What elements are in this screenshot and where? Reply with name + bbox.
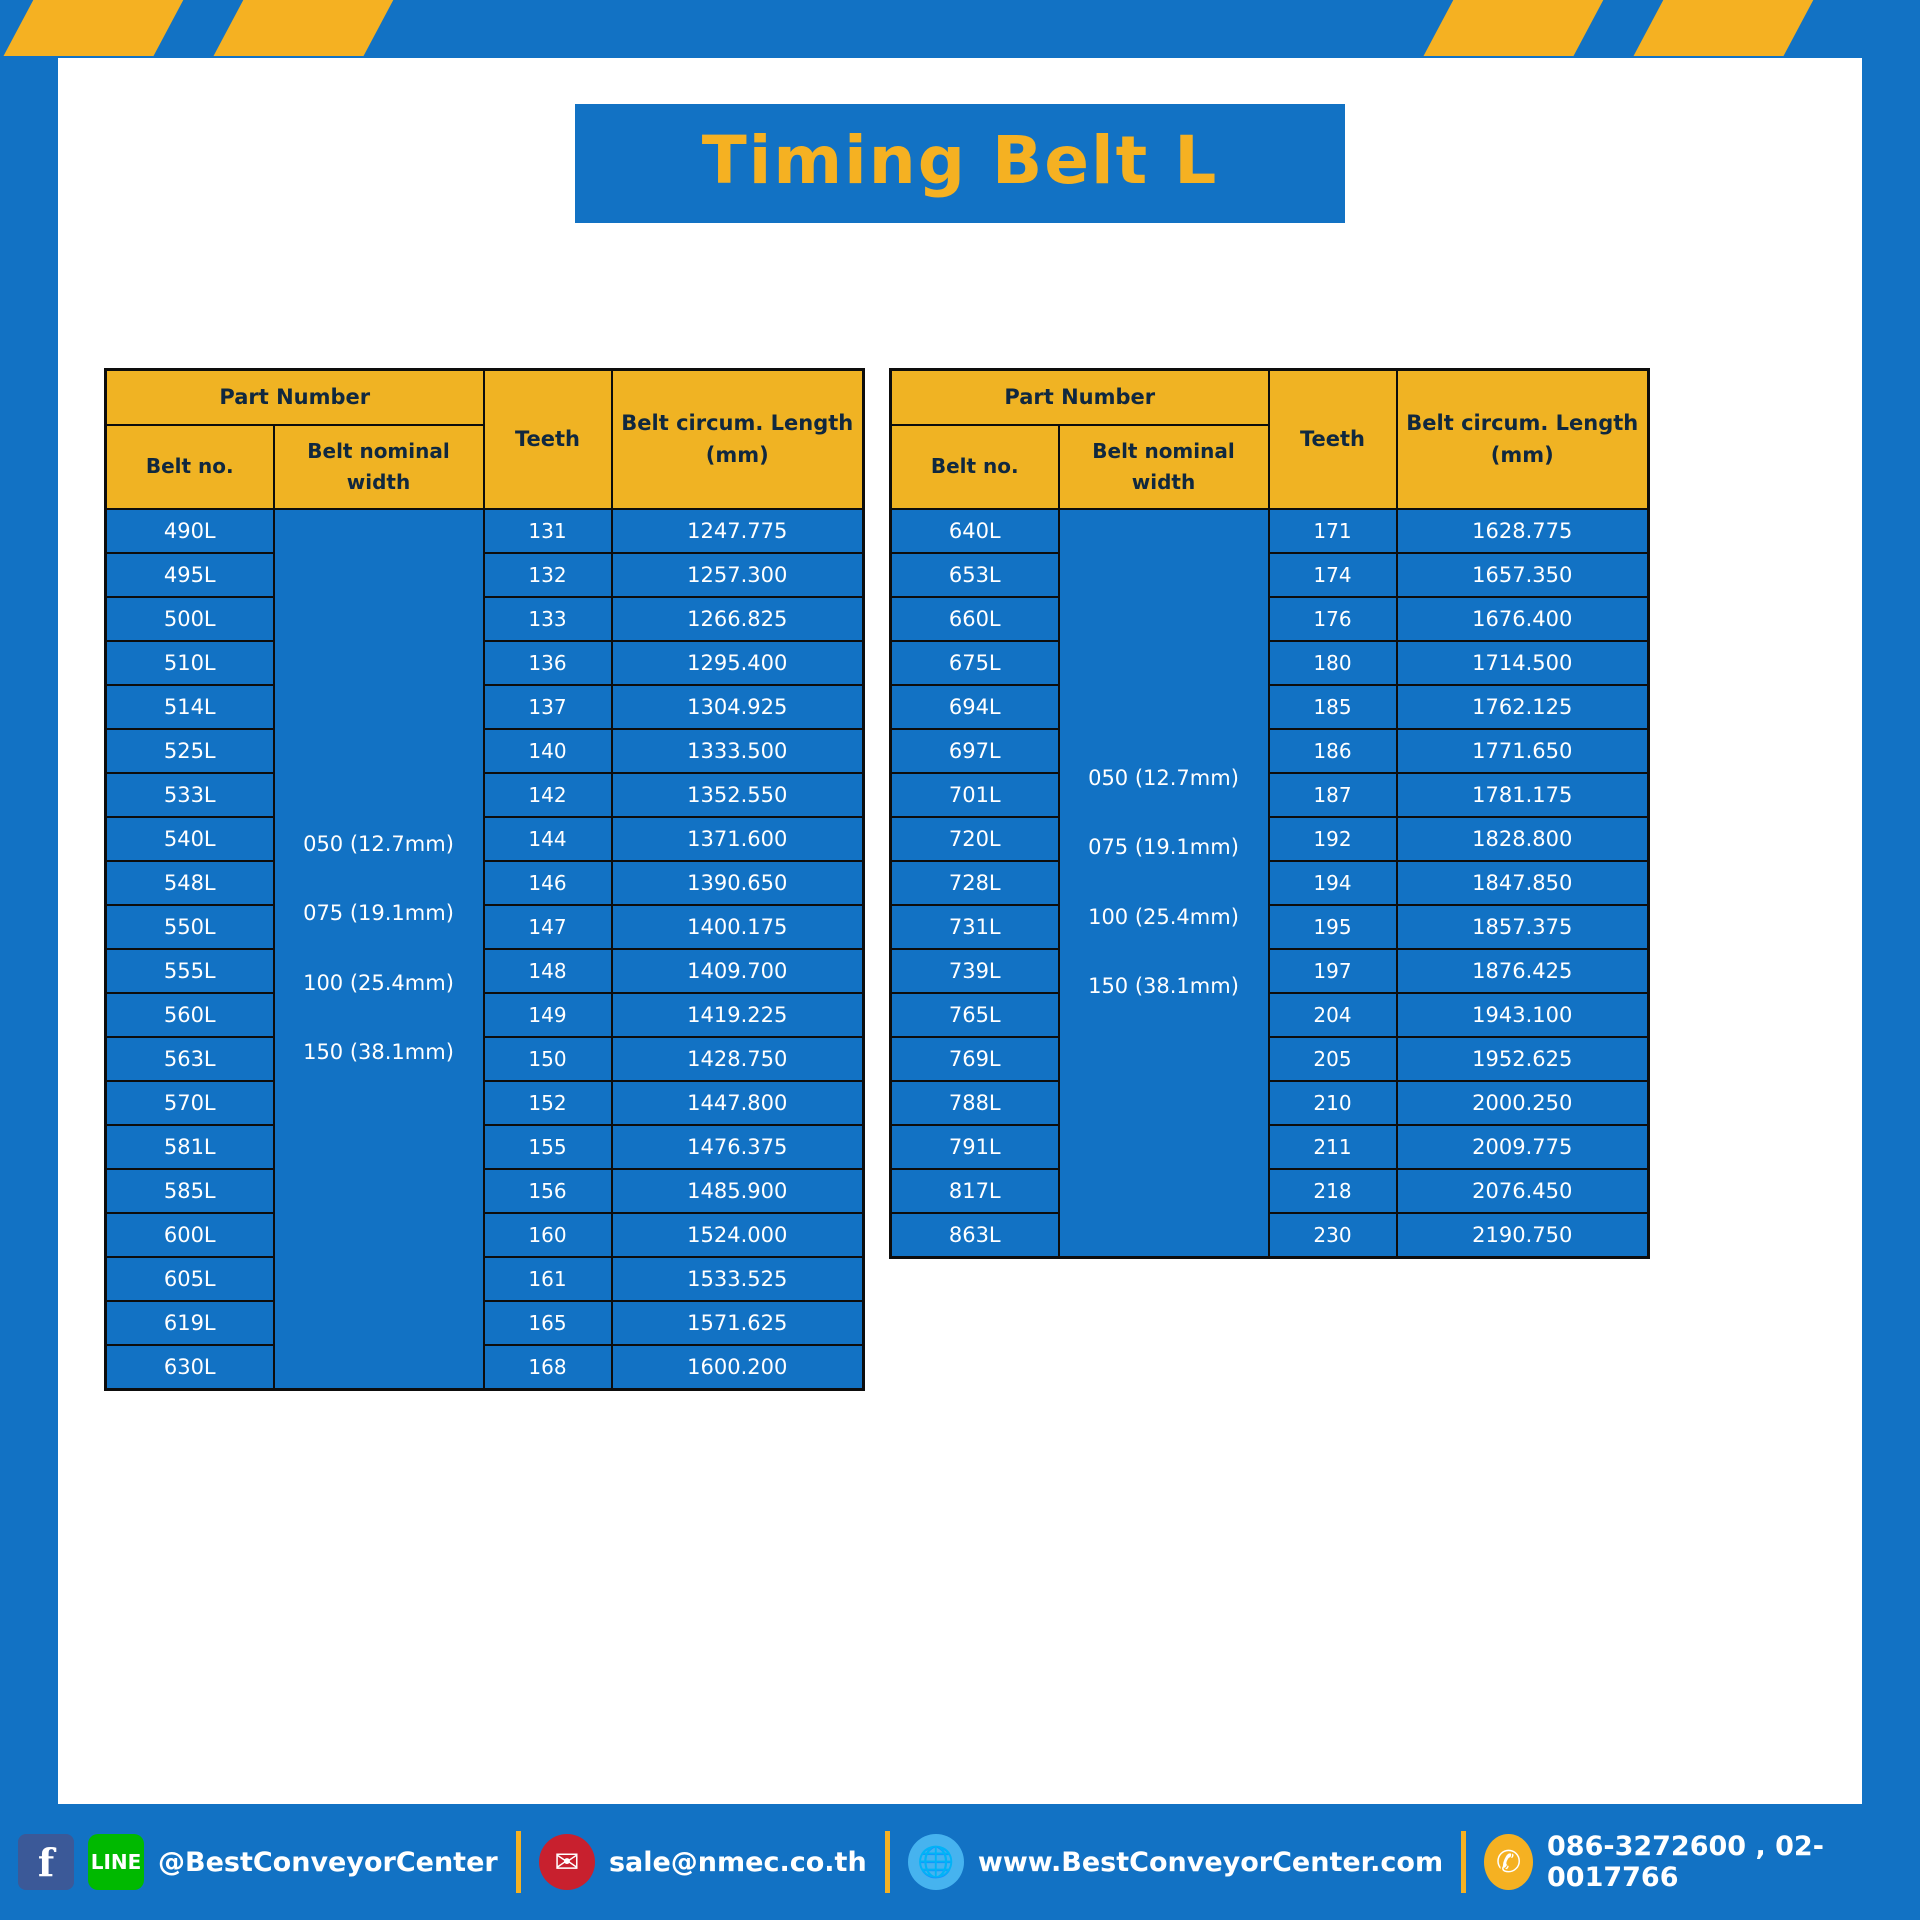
cell-length: 1333.500	[612, 729, 864, 773]
facebook-handle: @BestConveyorCenter	[158, 1846, 498, 1878]
cell-teeth: 185	[1269, 685, 1397, 729]
table-row	[891, 1081, 1649, 1125]
cell-belt-no: 500L	[106, 597, 274, 641]
table-row	[891, 1169, 1649, 1213]
cell-teeth: 150	[484, 1037, 612, 1081]
cell-length: 1352.550	[612, 773, 864, 817]
header-belt-circum-length: Belt circum. Length (mm)	[612, 370, 864, 509]
facebook-icon[interactable]: f	[18, 1834, 74, 1890]
header-part-number: Part Number	[106, 370, 484, 425]
cell-teeth: 211	[1269, 1125, 1397, 1169]
width-option: 075 (19.1mm)	[303, 901, 454, 926]
cell-belt-no: 675L	[891, 641, 1059, 685]
width-option: 100 (25.4mm)	[1088, 904, 1239, 929]
cell-length: 1628.775	[1397, 509, 1649, 553]
cell-length: 1400.175	[612, 905, 864, 949]
cell-teeth: 148	[484, 949, 612, 993]
cell-belt-no: 630L	[106, 1345, 274, 1390]
table-row	[106, 509, 864, 553]
cell-teeth: 165	[484, 1301, 612, 1345]
cell-teeth: 192	[1269, 817, 1397, 861]
table-row	[891, 553, 1649, 597]
cell-length: 1390.650	[612, 861, 864, 905]
table-row	[106, 553, 864, 597]
table-row	[106, 1125, 864, 1169]
cell-teeth: 205	[1269, 1037, 1397, 1081]
cell-belt-no: 490L	[106, 509, 274, 553]
cell-belt-no: 720L	[891, 817, 1059, 861]
cell-teeth: 132	[484, 553, 612, 597]
cell-belt-no: 540L	[106, 817, 274, 861]
cell-belt-no: 550L	[106, 905, 274, 949]
header-teeth: Teeth	[1269, 370, 1397, 509]
table-row	[106, 861, 864, 905]
line-icon[interactable]: LINE	[88, 1834, 144, 1890]
cell-belt-no: 563L	[106, 1037, 274, 1081]
table-row	[106, 597, 864, 641]
cell-teeth: 180	[1269, 641, 1397, 685]
table-row	[106, 729, 864, 773]
timing-belt-table-left	[104, 368, 865, 1391]
top-chevron-band	[0, 0, 1920, 56]
cell-length: 1371.600	[612, 817, 864, 861]
cell-belt-no: 765L	[891, 993, 1059, 1037]
table-left-body	[106, 509, 864, 1390]
cell-length: 1266.825	[612, 597, 864, 641]
cell-length: 1676.400	[1397, 597, 1649, 641]
cell-teeth: 230	[1269, 1213, 1397, 1258]
cell-length: 1533.525	[612, 1257, 864, 1301]
cell-belt-no: 788L	[891, 1081, 1059, 1125]
cell-teeth: 186	[1269, 729, 1397, 773]
cell-length: 1762.125	[1397, 685, 1649, 729]
table-row	[106, 817, 864, 861]
cell-teeth: 136	[484, 641, 612, 685]
timing-belt-table-right	[889, 368, 1650, 1259]
cell-belt-no: 660L	[891, 597, 1059, 641]
header-part-number: Part Number	[891, 370, 1269, 425]
cell-teeth: 149	[484, 993, 612, 1037]
phone-number: 086-3272600 , 02-0017766	[1547, 1831, 1824, 1893]
cell-teeth: 147	[484, 905, 612, 949]
footer-email[interactable]	[521, 1834, 885, 1890]
cell-teeth: 210	[1269, 1081, 1397, 1125]
header-belt-no: Belt no.	[106, 425, 274, 509]
cell-length: 1771.650	[1397, 729, 1649, 773]
table-row	[106, 773, 864, 817]
cell-length: 1419.225	[612, 993, 864, 1037]
cell-belt-no: 731L	[891, 905, 1059, 949]
cell-length: 1571.625	[612, 1301, 864, 1345]
cell-length: 1447.800	[612, 1081, 864, 1125]
table-row	[891, 509, 1649, 553]
table-row	[106, 641, 864, 685]
table-row	[891, 729, 1649, 773]
footer-phone[interactable]	[1466, 1831, 1920, 1893]
cell-length: 2000.250	[1397, 1081, 1649, 1125]
table-row	[891, 1125, 1649, 1169]
cell-teeth: 155	[484, 1125, 612, 1169]
header-belt-nominal-width: Belt nominal width	[1059, 425, 1269, 509]
cell-belt-no: 697L	[891, 729, 1059, 773]
cell-teeth: 171	[1269, 509, 1397, 553]
table-right-body	[891, 509, 1649, 1258]
width-option: 075 (19.1mm)	[1088, 835, 1239, 860]
cell-teeth: 137	[484, 685, 612, 729]
footer-social[interactable]	[0, 1834, 516, 1890]
table-row	[106, 1037, 864, 1081]
cell-belt-nominal-width	[1059, 509, 1269, 1258]
width-option: 050 (12.7mm)	[1088, 765, 1239, 790]
cell-length: 1257.300	[612, 553, 864, 597]
cell-length: 1952.625	[1397, 1037, 1649, 1081]
chevron-shape	[1424, 0, 1607, 56]
cell-belt-no: 560L	[106, 993, 274, 1037]
globe-icon[interactable]: 🌐	[908, 1834, 964, 1890]
cell-teeth: 174	[1269, 553, 1397, 597]
cell-belt-nominal-width	[274, 509, 484, 1390]
table-row	[891, 1213, 1649, 1258]
table-row	[106, 1301, 864, 1345]
page-title: Timing Belt L	[701, 122, 1219, 199]
cell-belt-no: 555L	[106, 949, 274, 993]
table-row	[106, 1345, 864, 1390]
cell-length: 1295.400	[612, 641, 864, 685]
cell-length: 1428.750	[612, 1037, 864, 1081]
cell-length: 1409.700	[612, 949, 864, 993]
cell-teeth: 133	[484, 597, 612, 641]
cell-length: 1781.175	[1397, 773, 1649, 817]
cell-length: 1857.375	[1397, 905, 1649, 949]
cell-belt-no: 817L	[891, 1169, 1059, 1213]
cell-belt-no: 694L	[891, 685, 1059, 729]
cell-teeth: 142	[484, 773, 612, 817]
table-row	[106, 1257, 864, 1301]
cell-belt-no: 548L	[106, 861, 274, 905]
cell-length: 1600.200	[612, 1345, 864, 1390]
cell-teeth: 195	[1269, 905, 1397, 949]
width-option: 150 (38.1mm)	[1088, 973, 1239, 998]
width-option: 100 (25.4mm)	[303, 970, 454, 995]
cell-teeth: 146	[484, 861, 612, 905]
cell-length: 1485.900	[612, 1169, 864, 1213]
chevron-shape	[4, 0, 187, 56]
cell-belt-no: 585L	[106, 1169, 274, 1213]
cell-belt-no: 863L	[891, 1213, 1059, 1258]
cell-length: 1714.500	[1397, 641, 1649, 685]
cell-length: 1476.375	[612, 1125, 864, 1169]
table-row	[891, 597, 1649, 641]
chevron-shape	[214, 0, 397, 56]
table-row	[891, 861, 1649, 905]
cell-teeth: 161	[484, 1257, 612, 1301]
table-row	[891, 817, 1649, 861]
cell-belt-no: 653L	[891, 553, 1059, 597]
cell-belt-no: 510L	[106, 641, 274, 685]
table-row	[106, 1213, 864, 1257]
table-row	[891, 685, 1649, 729]
table-row	[106, 1169, 864, 1213]
cell-belt-no: 525L	[106, 729, 274, 773]
chevron-shape	[1634, 0, 1817, 56]
header-belt-circum-length: Belt circum. Length (mm)	[1397, 370, 1649, 509]
table-row	[891, 905, 1649, 949]
table-row	[106, 1081, 864, 1125]
cell-belt-no: 495L	[106, 553, 274, 597]
website-url: www.BestConveyorCenter.com	[977, 1846, 1444, 1878]
cell-belt-no: 728L	[891, 861, 1059, 905]
cell-belt-no: 570L	[106, 1081, 274, 1125]
cell-belt-no: 533L	[106, 773, 274, 817]
table-row	[106, 905, 864, 949]
cell-belt-no: 701L	[891, 773, 1059, 817]
cell-belt-no: 640L	[891, 509, 1059, 553]
width-option: 150 (38.1mm)	[303, 1039, 454, 1064]
table-row	[891, 1037, 1649, 1081]
table-row	[891, 993, 1649, 1037]
page-title-box	[575, 104, 1345, 223]
cell-belt-no: 514L	[106, 685, 274, 729]
table-row	[891, 773, 1649, 817]
phone-icon[interactable]: ✆	[1484, 1834, 1533, 1890]
cell-teeth: 197	[1269, 949, 1397, 993]
cell-teeth: 156	[484, 1169, 612, 1213]
cell-teeth: 204	[1269, 993, 1397, 1037]
footer-contact-bar	[0, 1804, 1920, 1920]
header-teeth: Teeth	[484, 370, 612, 509]
cell-belt-no: 581L	[106, 1125, 274, 1169]
table-row	[106, 949, 864, 993]
cell-teeth: 176	[1269, 597, 1397, 641]
cell-length: 2009.775	[1397, 1125, 1649, 1169]
cell-belt-no: 619L	[106, 1301, 274, 1345]
table-row	[891, 641, 1649, 685]
cell-belt-no: 791L	[891, 1125, 1059, 1169]
cell-teeth: 168	[484, 1345, 612, 1390]
cell-length: 1304.925	[612, 685, 864, 729]
width-option: 050 (12.7mm)	[303, 831, 454, 856]
email-icon[interactable]: ✉	[539, 1834, 595, 1890]
table-row	[106, 685, 864, 729]
title-area	[58, 58, 1862, 223]
header-belt-nominal-width: Belt nominal width	[274, 425, 484, 509]
cell-teeth: 187	[1269, 773, 1397, 817]
cell-length: 1247.775	[612, 509, 864, 553]
cell-length: 1828.800	[1397, 817, 1649, 861]
cell-length: 1876.425	[1397, 949, 1649, 993]
email-address: sale@nmec.co.th	[608, 1846, 867, 1878]
cell-length: 1524.000	[612, 1213, 864, 1257]
cell-belt-no: 605L	[106, 1257, 274, 1301]
table-row	[891, 949, 1649, 993]
content-page	[58, 58, 1862, 1804]
table-row	[106, 993, 864, 1037]
cell-teeth: 218	[1269, 1169, 1397, 1213]
cell-length: 2076.450	[1397, 1169, 1649, 1213]
cell-teeth: 152	[484, 1081, 612, 1125]
cell-teeth: 144	[484, 817, 612, 861]
cell-teeth: 194	[1269, 861, 1397, 905]
cell-length: 1657.350	[1397, 553, 1649, 597]
footer-website[interactable]	[890, 1834, 1461, 1890]
cell-length: 1847.850	[1397, 861, 1649, 905]
cell-belt-no: 739L	[891, 949, 1059, 993]
cell-belt-no: 769L	[891, 1037, 1059, 1081]
cell-teeth: 160	[484, 1213, 612, 1257]
cell-teeth: 131	[484, 509, 612, 553]
tables-container	[104, 368, 1816, 1391]
header-belt-no: Belt no.	[891, 425, 1059, 509]
cell-length: 1943.100	[1397, 993, 1649, 1037]
cell-length: 2190.750	[1397, 1213, 1649, 1258]
cell-belt-no: 600L	[106, 1213, 274, 1257]
cell-teeth: 140	[484, 729, 612, 773]
